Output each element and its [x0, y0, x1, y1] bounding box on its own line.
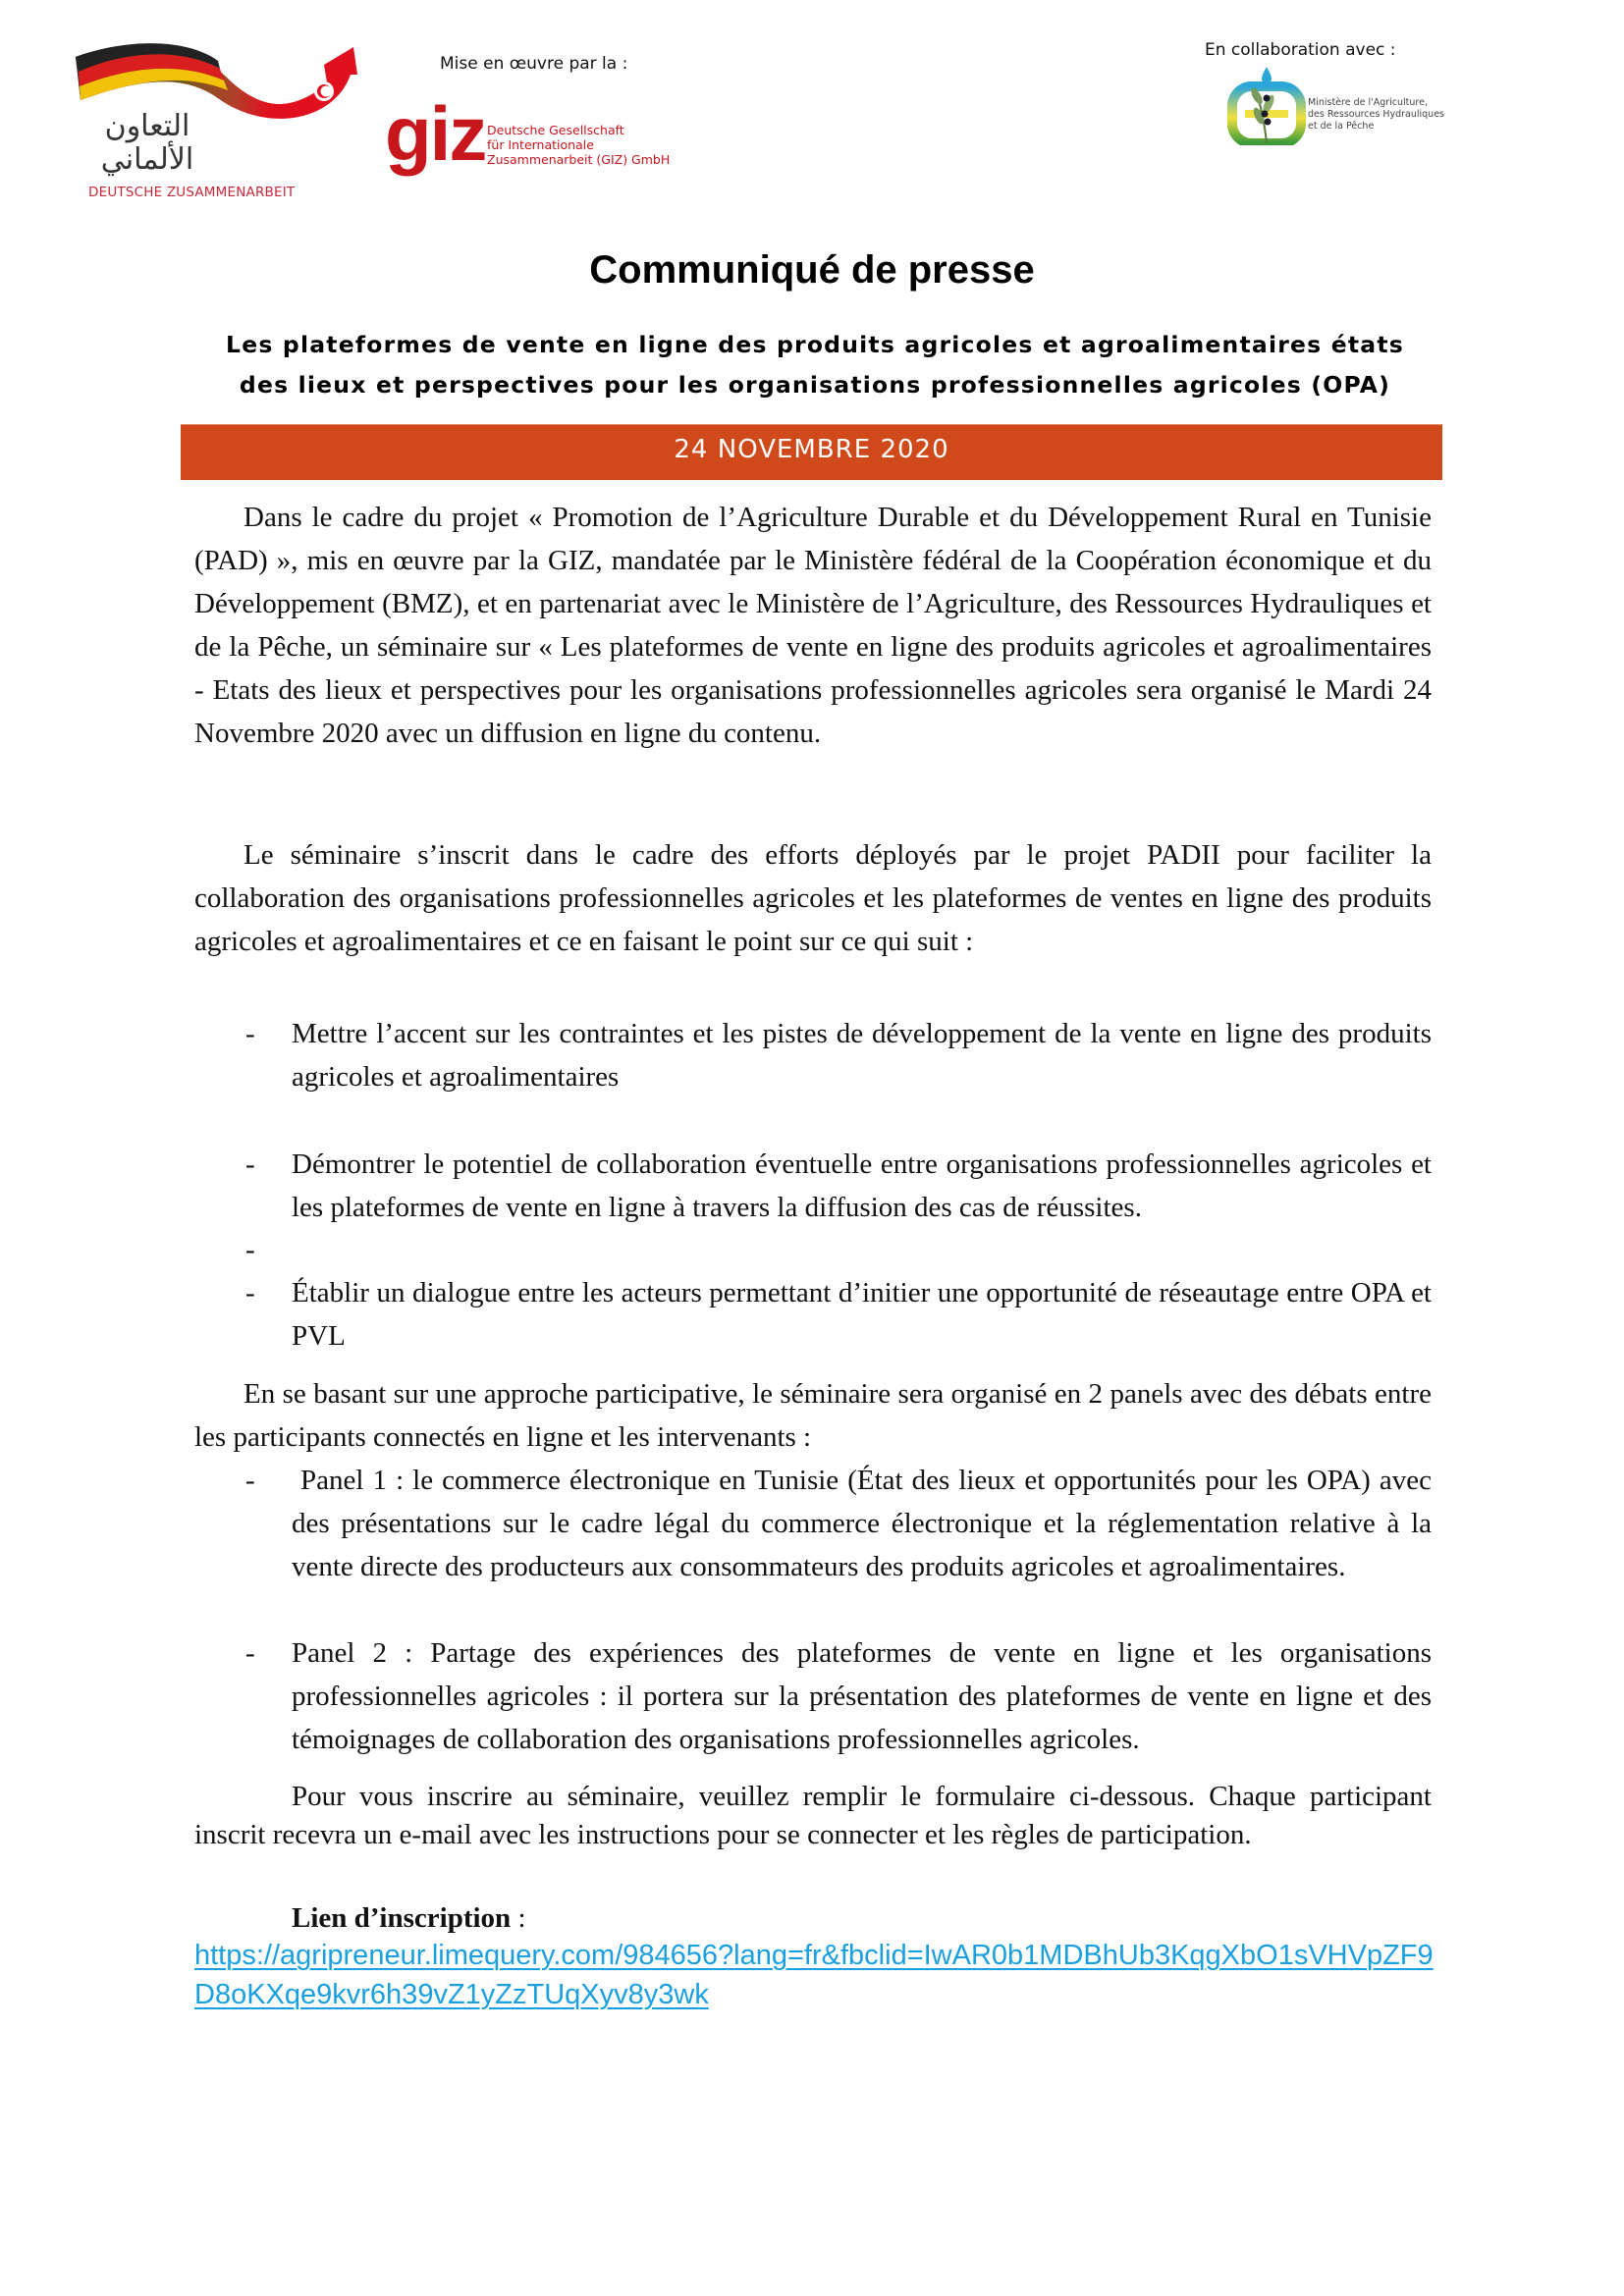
deutsche-zusammenarbeit-logo: [71, 39, 375, 206]
paragraph-approach: [194, 1372, 1432, 1459]
bullet-text: Établir un dialogue entre les acteurs permettant d’initier une opportunité de réseautage entre OPA et PVL: [292, 1277, 1432, 1352]
ministry-name: [1308, 97, 1444, 133]
arabic-logo-text: [88, 110, 206, 177]
ministry-line-2: des Ressources Hydrauliques: [1308, 109, 1444, 120]
paragraph-intro: [194, 496, 1432, 755]
list-item: [194, 1271, 1432, 1358]
registration-link-label: [292, 1898, 526, 1938]
bullet-dash: -: [245, 1234, 255, 1265]
bullet-dash: -: [245, 1637, 255, 1669]
arabic-line-2: الألماني: [100, 142, 194, 177]
paragraph-context-text: Le séminaire s’inscrit dans le cadre des efforts déployés par le projet PADII pour faciliter la collaboration des organisations professionnelles agricoles et les plateformes de ventes en ligne des produits agricoles et agroalimentaires et ce en faisant le point sur ce qui suit :: [194, 839, 1432, 957]
date-banner: [181, 424, 1442, 480]
subtitle-line-2: des lieux et perspectives pour les organisations professionnelles agricoles (OPA): [239, 371, 1391, 399]
ministry-line-1: Ministère de l'Agriculture,: [1308, 97, 1428, 108]
paragraph-intro-text: Dans le cadre du projet « Promotion de l’Agriculture Durable et du Développement Rural en Tunisie (PAD) », mis en œuvre par la GIZ, mandatée par le Ministère fédéral de la Coopération économique et du Développement (BMZ), et en partenariat avec le Ministère de l’Agriculture, des Ressources Hydrauliques et de la Pêche, un séminaire sur « Les plateformes de vente en ligne des produits agricoles et agroalimentaires - Etats des lieux et perspectives pour les organisations professionnelles agricoles sera organisé le Mardi 24 Novembre 2020 avec un diffusion en ligne du contenu.: [194, 502, 1432, 749]
bullet-text: Mettre l’accent sur les contraintes et les pistes de développement de la vente en ligne des produits agricoles et agroalimentaires: [292, 1018, 1432, 1093]
paragraph-registration-text: Pour vous inscrire au séminaire, veuillez remplir le formulaire ci-dessous. Chaque participant inscrit recevra un e-mail avec les instructions pour se connecter et les règles de participation.: [194, 1781, 1432, 1850]
giz-full-name: [487, 123, 670, 167]
giz-line-2: für Internationale: [487, 137, 594, 152]
list-item-empty: [194, 1228, 1432, 1271]
giz-logo: [385, 90, 679, 185]
ministry-olive-icon: [1227, 65, 1306, 145]
bullet-text: [292, 1228, 1432, 1271]
paragraph-context: [194, 833, 1432, 963]
ministry-line-3: et de la Pêche: [1308, 121, 1375, 132]
list-item: [194, 1012, 1432, 1098]
bullet-dash: -: [245, 1277, 255, 1308]
subtitle-line-1: Les plateformes de vente en ligne des produits agricoles et agroalimentaires états: [226, 331, 1404, 358]
registration-colon: :: [511, 1902, 526, 1934]
list-item: [194, 1143, 1432, 1229]
collaboration-label: En collaboration avec :: [1205, 40, 1396, 60]
page-title: Communiqué de presse: [589, 248, 1035, 292]
bullet-dash: -: [245, 1465, 255, 1496]
paragraph-registration: [194, 1778, 1432, 1853]
arabic-line-1: التعاون: [104, 109, 190, 143]
registration-link[interactable]: https://agripreneur.limequery.com/984656?lang=fr&fbclid=IwAR0b1MDBhUb3KqgXbO1sVHVpZF9D8oKXqe9kvr6h39vZ1yZzTUqXyv8y3wk: [194, 1940, 1434, 2010]
bullet-dash: -: [245, 1018, 255, 1049]
giz-wordmark: giz: [385, 90, 486, 177]
giz-line-3: Zusammenarbeit (GIZ) GmbH: [487, 152, 671, 167]
implementation-label: Mise en œuvre par la :: [440, 54, 628, 74]
giz-line-1: Deutsche Gesellschaft: [487, 123, 624, 137]
panel-text: Panel 2 : Partage des expériences des plateformes de vente en ligne et les organisations professionnelles agricoles : il portera sur la présentation des plateformes de vente en ligne et des témoignages de collaboration des organisations professionnelles agricoles.: [292, 1637, 1432, 1755]
paragraph-approach-text: En se basant sur une approche participative, le séminaire sera organisé en 2 panels avec des débats entre les participants connectés en ligne et les intervenants :: [194, 1378, 1432, 1453]
ministry-logo: [1227, 65, 1444, 148]
bullet-text: Démontrer le potentiel de collaboration éventuelle entre organisations professionnelles agricoles et les plateformes de vente en ligne à travers la diffusion des cas de réussites.: [292, 1148, 1432, 1223]
panel-item: [194, 1459, 1439, 1588]
registration-label-text: Lien d’inscription: [292, 1902, 512, 1934]
date-text: 24 NOVEMBRE 2020: [674, 435, 949, 464]
panel-text: Panel 1 : le commerce électronique en Tunisie (État des lieux et opportunités pour les OPA) avec des présentations sur le cadre légal du commerce électronique et la réglementation relative à la vente directe des producteurs aux consommateurs des produits agricoles et agroalimentaires.: [292, 1465, 1439, 1582]
bullet-dash: -: [245, 1148, 255, 1180]
panel-item: [194, 1631, 1432, 1761]
deutsche-zusammenarbeit-label: DEUTSCHE ZUSAMMENARBEIT: [88, 185, 296, 200]
